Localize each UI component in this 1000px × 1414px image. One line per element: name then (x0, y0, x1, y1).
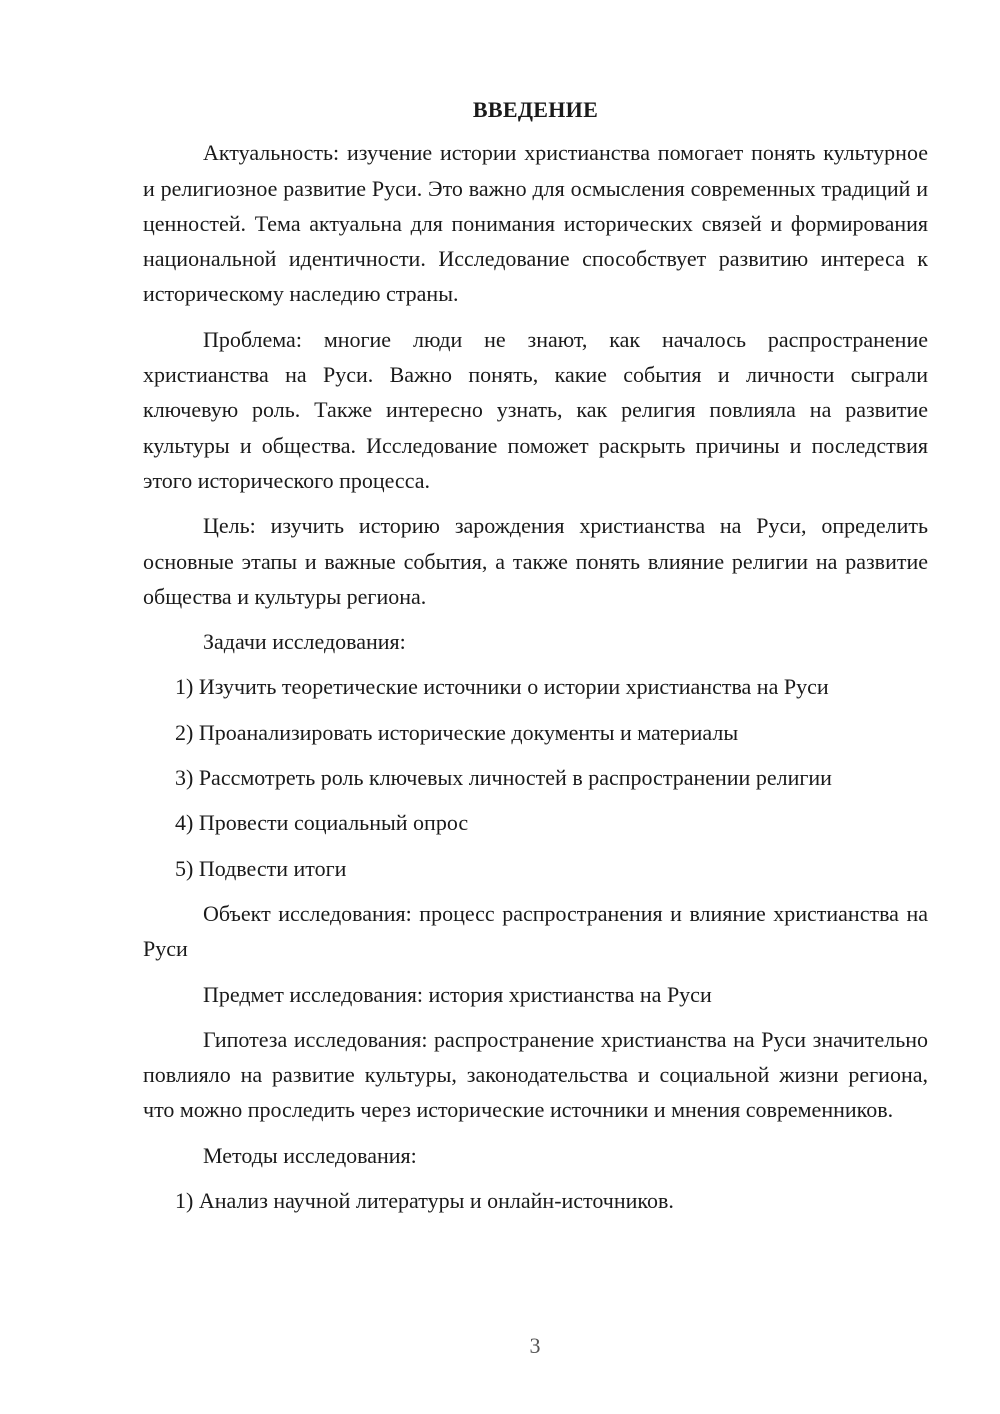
page-number: 3 (529, 1333, 541, 1358)
list-item: 1) Изучить теоретические источники о истории христианства на Руси (175, 674, 829, 700)
methods-title: Методы исследования: (203, 1142, 417, 1168)
subject-paragraph: Предмет исследования: история христианства на Руси (203, 981, 712, 1007)
list-item: 3) Рассмотреть роль ключевых личностей в распространении религии (175, 765, 832, 791)
goal-paragraph: Цель: изучить историю зарождения христианства на Руси, определить основные этапы и важные события, а также понять влияние религии на развитие общества и культуры региона. (143, 513, 928, 609)
methods-list (143, 1183, 928, 1218)
relevance-paragraph: Актуальность: изучение истории христианства помогает понять культурное и религиозное развитие Руси. Это важно для осмысления современных традиций и ценностей. Тема актуальна для понимания исторических связей и формирования национальной идентичности. Исследование способствует развитию интереса к историческому наследию страны. (143, 140, 928, 307)
object-paragraph: Объект исследования: процесс распространения и влияние христианства на Руси (143, 900, 928, 962)
hypothesis-paragraph: Гипотеза исследования: распространение христианства на Руси значительно повлияло на развитие культуры, законодательства и социальной жизни региона, что можно проследить через исторические источники и мнения современников. (143, 1026, 928, 1123)
tasks-title: Задачи исследования: (203, 629, 406, 655)
list-item: 5) Подвести итоги (175, 855, 347, 881)
document-page (143, 92, 928, 1228)
list-item: 4) Провести социальный опрос (175, 810, 469, 836)
list-item: 1) Анализ научной литературы и онлайн-источников. (175, 1188, 674, 1214)
tasks-list (143, 669, 928, 885)
page-title: ВВЕДЕНИЕ (472, 97, 599, 122)
list-item: 2) Проанализировать исторические документы и материалы (175, 719, 739, 745)
problem-paragraph: Проблема: многие люди не знают, как началось распространение христианства на Руси. Важно понять, какие события и личности сыграли ключевую роль. Также интересно узнать, как религия повлияла на развитие культуры и общества. Исследование поможет раскрыть причины и последствия этого исторического процесса. (143, 326, 928, 493)
